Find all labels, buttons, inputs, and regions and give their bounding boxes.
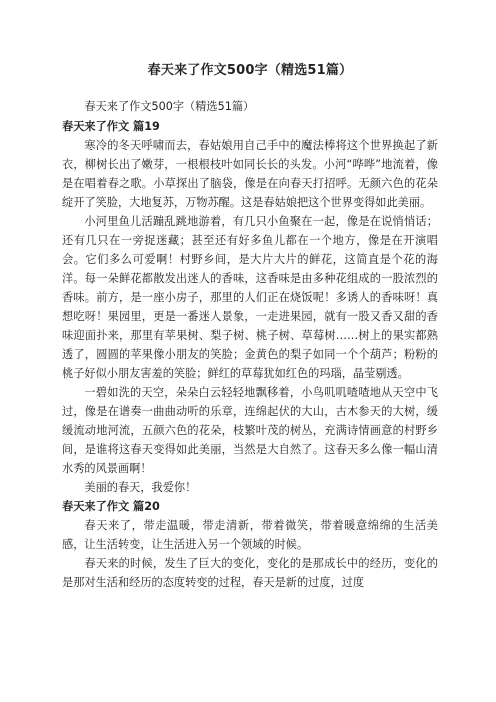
body-paragraph: 寒冷的冬天呼啸而去，春姑娘用自己手中的魔法棒将这个世界换起了新衣，柳树长出了嫩芽，一根根枝叶如同长长的头发。小河“哗哗”地流着，像是在唱着春之歌。小草探出了脑袋，像是在向春天打招呼。无颜六色的花朵绽开了笑脸，大地复苏，万物苏醒。这是春姑娘把这个世界变得如此美丽。 — [62, 139, 438, 209]
document-title: 春天来了作文500字（精选51篇） — [147, 63, 353, 78]
body-paragraph: 小河里鱼儿活蹦乱跳地游着，有几只小鱼聚在一起，像是在说悄悄话；还有几只在一旁捉迷藏；甚至还有好多鱼儿都在一个地方，像是在开演唱会。它们多么可爱啊！村野乡间，是大片大片的鲜花，这简直是个花的海洋。每一朵鲜花都散发出迷人的香味，这香味是由多种花组成的一股浓烈的香味。前方，是一座小房子，那里的人们正在烧饭呢！多诱人的香味呀！真想吃呀！果园里，更是一番迷人景象，一走进果园，就有一股又香又甜的香味迎面扑来，那里有苹果树、梨子树、桃子树、草莓树……树上的果实都熟透了，圆圆的苹果像小朋友的笑脸；金黄色的梨子如同一个个葫芦；粉粉的桃子好似小朋友害羞的笑脸；鲜红的草莓犹如红色的玛瑙，晶莹剔透。 — [62, 215, 438, 380]
body-paragraph: 美丽的春天，我爱你！ — [84, 481, 197, 494]
body-paragraph: 春天来的时候，发生了巨大的变化，变化的是那成长中的经历，变化的是那对生活和经历的态度转变的过程，春天是新的过度，过度 — [62, 557, 438, 589]
intro-paragraph: 春天来了作文500字（精选51篇） — [84, 100, 255, 113]
essay-section-19 — [62, 117, 438, 497]
body-paragraph: 春天来了，带走温暖，带走清新，带着微笑，带着暖意绵绵的生活美感，让生活转变，让生活进入另一个领域的时候。 — [62, 519, 438, 551]
section-heading: 春天来了作文 篇20 — [62, 500, 160, 513]
essay-section-20 — [62, 497, 438, 592]
section-heading: 春天来了作文 篇19 — [62, 120, 160, 133]
body-paragraph: 一碧如洗的天空，朵朵白云轻轻地飘移着，小鸟叽叽喳喳地从天空中飞过，像是在谱奏一曲曲动听的乐章，连绵起伏的大山，古木参天的大树，缓缓流动地河流，五颜六色的花朵，枝繁叶茂的树丛，充满诗情画意的村野乡间，是谁将这春天变得如此美丽，当然是大自然了。这春天多么像一幅山清水秀的风景画啊！ — [62, 386, 438, 475]
